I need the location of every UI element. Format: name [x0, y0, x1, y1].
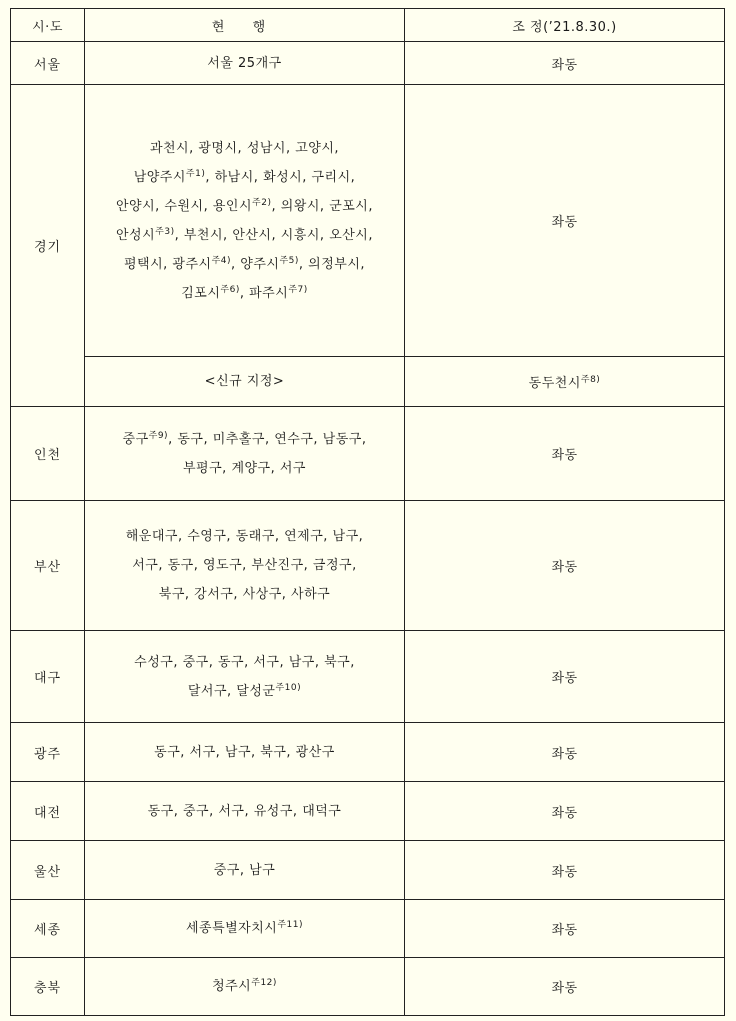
current-cell: [85, 841, 405, 900]
adjust-cell: [405, 501, 725, 631]
table-row: [11, 85, 725, 357]
cell-text: 중구, 남구: [213, 862, 276, 878]
region-cell: 경기: [11, 85, 85, 407]
current-cell: [85, 958, 405, 1016]
footnote-mark: 주2): [252, 197, 272, 208]
region-cell: 세종: [11, 900, 85, 958]
cell-text: 좌동: [551, 981, 578, 996]
table-row: [11, 900, 725, 958]
adjust-cell: [405, 841, 725, 900]
table-row: [11, 723, 725, 782]
cell-line: [91, 454, 398, 483]
cell-line: [91, 580, 398, 609]
cell-text: 안성시: [115, 227, 156, 243]
current-cell: [85, 85, 405, 357]
cell-line: [91, 250, 398, 279]
cell-text: 해운대구, 수영구, 동래구, 연제구, 남구,: [125, 529, 364, 544]
cell-text: , 동구, 미추홀구, 연수구, 남동구,: [168, 431, 367, 447]
footnote-mark: 주8): [580, 375, 601, 385]
cell-text: 평택시, 광주시: [123, 256, 212, 272]
adjust-cell: [405, 85, 725, 357]
cell-text: 수성구, 중구, 동구, 서구, 남구, 북구,: [134, 654, 355, 670]
cell-text: , 의왕시, 군포시,: [271, 198, 373, 214]
cell-text: , 의정부시,: [298, 256, 366, 272]
footnote-mark: 주11): [277, 920, 304, 930]
cell-text: 서구, 동구, 영도구, 부산진구, 금정구,: [132, 558, 357, 573]
cell-line: [91, 972, 398, 1001]
cell-text: 동구, 중구, 서구, 유성구, 대덕구: [147, 803, 342, 819]
adjust-cell: [405, 631, 725, 723]
current-cell: [85, 782, 405, 841]
cell-text: 청주시: [212, 979, 252, 994]
table-row: [11, 42, 725, 85]
footnote-mark: 주12): [251, 978, 277, 988]
current-cell: [85, 407, 405, 501]
table-row: [11, 782, 725, 841]
current-cell: [85, 42, 405, 85]
region-cell: 광주: [11, 723, 85, 782]
cell-text: 좌동: [551, 805, 578, 821]
footnote-mark: 주10): [275, 682, 302, 693]
region-cell: 대구: [11, 631, 85, 723]
region-cell: 인천: [11, 407, 85, 501]
adjust-cell: [405, 900, 725, 958]
cell-line: [91, 367, 398, 396]
adjust-cell: [405, 357, 725, 407]
cell-text: 좌동: [551, 746, 578, 762]
table-row: [11, 631, 725, 723]
cell-text: 좌동: [551, 57, 578, 73]
cell-text: , 양주시: [231, 256, 280, 272]
cell-line: [91, 738, 398, 767]
cell-line: [91, 856, 398, 885]
footnote-mark: 주9): [148, 430, 169, 441]
current-cell: [85, 631, 405, 723]
table-row: [11, 501, 725, 631]
designation-table: [10, 8, 725, 1016]
cell-line: [91, 221, 398, 250]
cell-line: [91, 522, 398, 551]
footnote-mark: 주6): [220, 284, 240, 295]
footnote-mark: 주5): [279, 255, 299, 266]
region-cell: 충북: [11, 958, 85, 1016]
cell-text: 좌동: [551, 671, 578, 686]
cell-line: [91, 797, 398, 826]
cell-line: [91, 677, 398, 706]
adjust-cell: [405, 782, 725, 841]
current-cell: [85, 357, 405, 407]
cell-text: 좌동: [551, 560, 578, 575]
cell-line: [91, 279, 398, 308]
adjust-cell: [405, 407, 725, 501]
cell-text: 좌동: [551, 864, 578, 880]
region-cell: 대전: [11, 782, 85, 841]
header-region: 시·도: [11, 9, 85, 42]
footnote-mark: 주7): [288, 284, 308, 295]
cell-text: , 파주시: [239, 285, 289, 301]
cell-text: 중구: [122, 431, 149, 447]
cell-text: <신규 지정>: [204, 374, 285, 389]
cell-text: 안양시, 수원시, 용인시: [115, 198, 253, 214]
cell-text: 서울 25개구: [207, 55, 282, 71]
cell-text: 동구, 서구, 남구, 북구, 광산구: [154, 744, 335, 760]
adjust-cell: [405, 958, 725, 1016]
footnote-mark: 주1): [185, 168, 206, 179]
header-adjust: 조 정(’21.8.30.): [405, 9, 725, 42]
cell-line: [91, 551, 398, 580]
header-row: [11, 9, 725, 42]
adjust-cell: [405, 723, 725, 782]
cell-text: , 부천시, 안산시, 시흥시, 오산시,: [174, 227, 373, 243]
cell-line: [91, 49, 398, 78]
header-current: 현 행: [85, 9, 405, 42]
region-cell: 부산: [11, 501, 85, 631]
cell-text: 좌동: [551, 923, 578, 938]
cell-text: , 하남시, 화성시, 구리시,: [205, 169, 356, 185]
cell-text: 북구, 강서구, 사상구, 사하구: [158, 587, 331, 602]
cell-line: [91, 425, 398, 454]
cell-text: 김포시: [181, 285, 221, 301]
table-row: [11, 841, 725, 900]
table-row: [11, 357, 725, 407]
footnote-mark: 주3): [155, 226, 175, 237]
cell-text: 세종특별자치시: [185, 921, 278, 936]
region-cell: 울산: [11, 841, 85, 900]
cell-line: [91, 192, 398, 221]
cell-text: 달서구, 달성군: [187, 683, 276, 699]
current-cell: [85, 501, 405, 631]
adjust-cell: [405, 42, 725, 85]
cell-text: 남양주시: [133, 169, 186, 185]
current-cell: [85, 723, 405, 782]
table-row: [11, 958, 725, 1016]
cell-text: 과천시, 광명시, 성남시, 고양시,: [149, 140, 340, 156]
cell-line: [91, 914, 398, 943]
cell-line: [91, 134, 398, 163]
table-row: [11, 407, 725, 501]
cell-line: [91, 163, 398, 192]
cell-line: [91, 648, 398, 677]
footnote-mark: 주4): [211, 255, 232, 266]
cell-text: 좌동: [551, 215, 578, 230]
cell-text: 동두천시: [528, 376, 581, 391]
current-cell: [85, 900, 405, 958]
cell-text: 좌동: [551, 448, 578, 463]
region-cell: 서울: [11, 42, 85, 85]
cell-text: 부평구, 계양구, 서구: [183, 460, 306, 476]
